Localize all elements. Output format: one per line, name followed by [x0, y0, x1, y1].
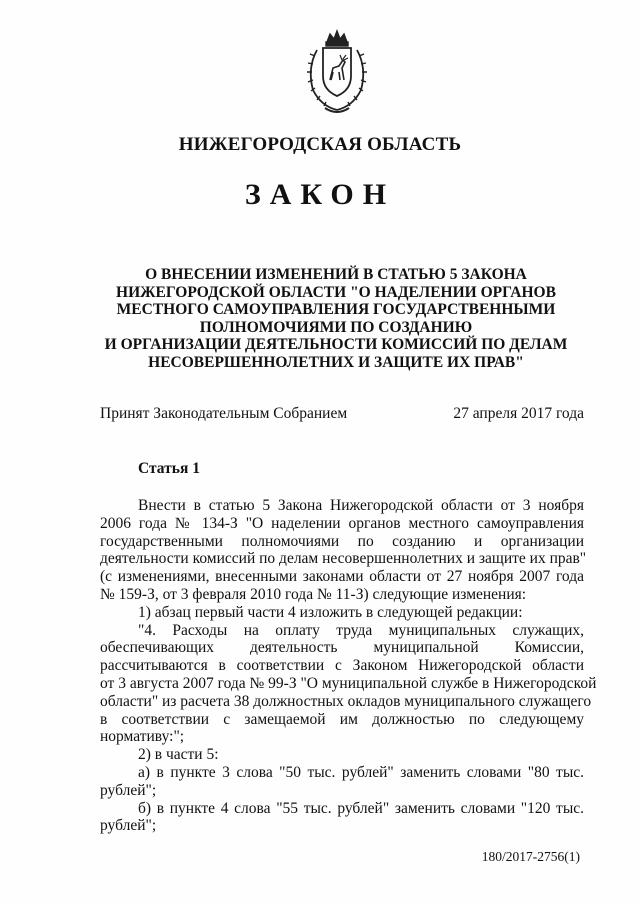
text-line: б) в пункте 4 слова "55 тыс. рублей" заменить словами "120 тыс. — [138, 799, 584, 817]
text-line: рассчитываются в соответствии с Законом Нижегородской области — [100, 657, 584, 675]
text-line: от 3 августа 2007 года № 99-З "О муниципальной службе в Нижегородской — [100, 674, 597, 692]
text-line: 2) в части 5: — [138, 746, 219, 764]
text-line: а) в пункте 3 слова "50 тыс. рублей" заменить словами "80 тыс. — [138, 763, 584, 781]
text-line: рублей"; — [100, 817, 157, 835]
article-body — [100, 497, 597, 835]
coat-of-arms-icon — [293, 28, 381, 120]
text-line: нормативу:"; — [100, 728, 185, 746]
text-line: Внести в статью 5 Закона Нижегородской области от 3 ноября — [138, 497, 584, 514]
adoption-label: Принят Законодательным Собранием — [100, 405, 348, 422]
text-line: 2006 года № 134-З "О наделении органов местного самоуправления — [100, 514, 584, 532]
document-number: 180/2017-2756(1) — [481, 849, 580, 864]
title-line: ПОЛНОМОЧИЯМИ ПО СОЗДАНИЮ — [199, 318, 473, 336]
text-line: в соответствии с замещаемой им должностью по следующему — [100, 710, 584, 728]
text-line: рублей"; — [100, 781, 157, 799]
title-line: НИЖЕГОРОДСКОЙ ОБЛАСТИ "О НАДЕЛЕНИИ ОРГАНОВ — [116, 283, 556, 301]
text-line: "4. Расходы на оплату труда муниципальных служащих, — [138, 621, 584, 639]
title-line: НЕСОВЕРШЕННОЛЕТНИХ И ЗАЩИТЕ ИХ ПРАВ" — [148, 353, 524, 371]
adoption-line — [100, 405, 584, 423]
text-line: государственными полномочиями по созданию и организации — [100, 532, 584, 550]
text-line: 1) абзац первый части 4 изложить в следующей редакции: — [138, 603, 523, 621]
title-line: МЕСТНОГО САМОУПРАВЛЕНИЯ ГОСУДАРСТВЕННЫМИ — [116, 301, 556, 319]
title-line: И ОРГАНИЗАЦИИ ДЕЯТЕЛЬНОСТИ КОМИССИЙ ПО ДЕЛАМ — [104, 336, 568, 354]
text-line: области" из расчета 38 должностных окладов муниципального служащего — [100, 692, 592, 710]
article-heading: Статья 1 — [138, 460, 200, 477]
text-line: обеспечивающих деятельность муниципальной Комиссии, — [100, 639, 584, 657]
text-line: (с изменениями, внесенными законами области от 27 ноября 2007 года — [100, 568, 584, 586]
adoption-date: 27 апреля 2017 года — [453, 405, 584, 422]
law-title — [96, 266, 576, 372]
text-line: № 159-З, от 3 февраля 2010 года № 11-З) следующие изменения: — [100, 585, 527, 603]
region-name: НИЖЕГОРОДСКАЯ ОБЛАСТЬ — [178, 134, 462, 155]
document-type: ЗАКОН — [244, 178, 396, 211]
title-line: О ВНЕСЕНИИ ИЗМЕНЕНИЙ В СТАТЬЮ 5 ЗАКОНА — [145, 266, 527, 283]
text-line: деятельности комиссий по делам несовершеннолетних и защите их прав" — [100, 550, 587, 568]
